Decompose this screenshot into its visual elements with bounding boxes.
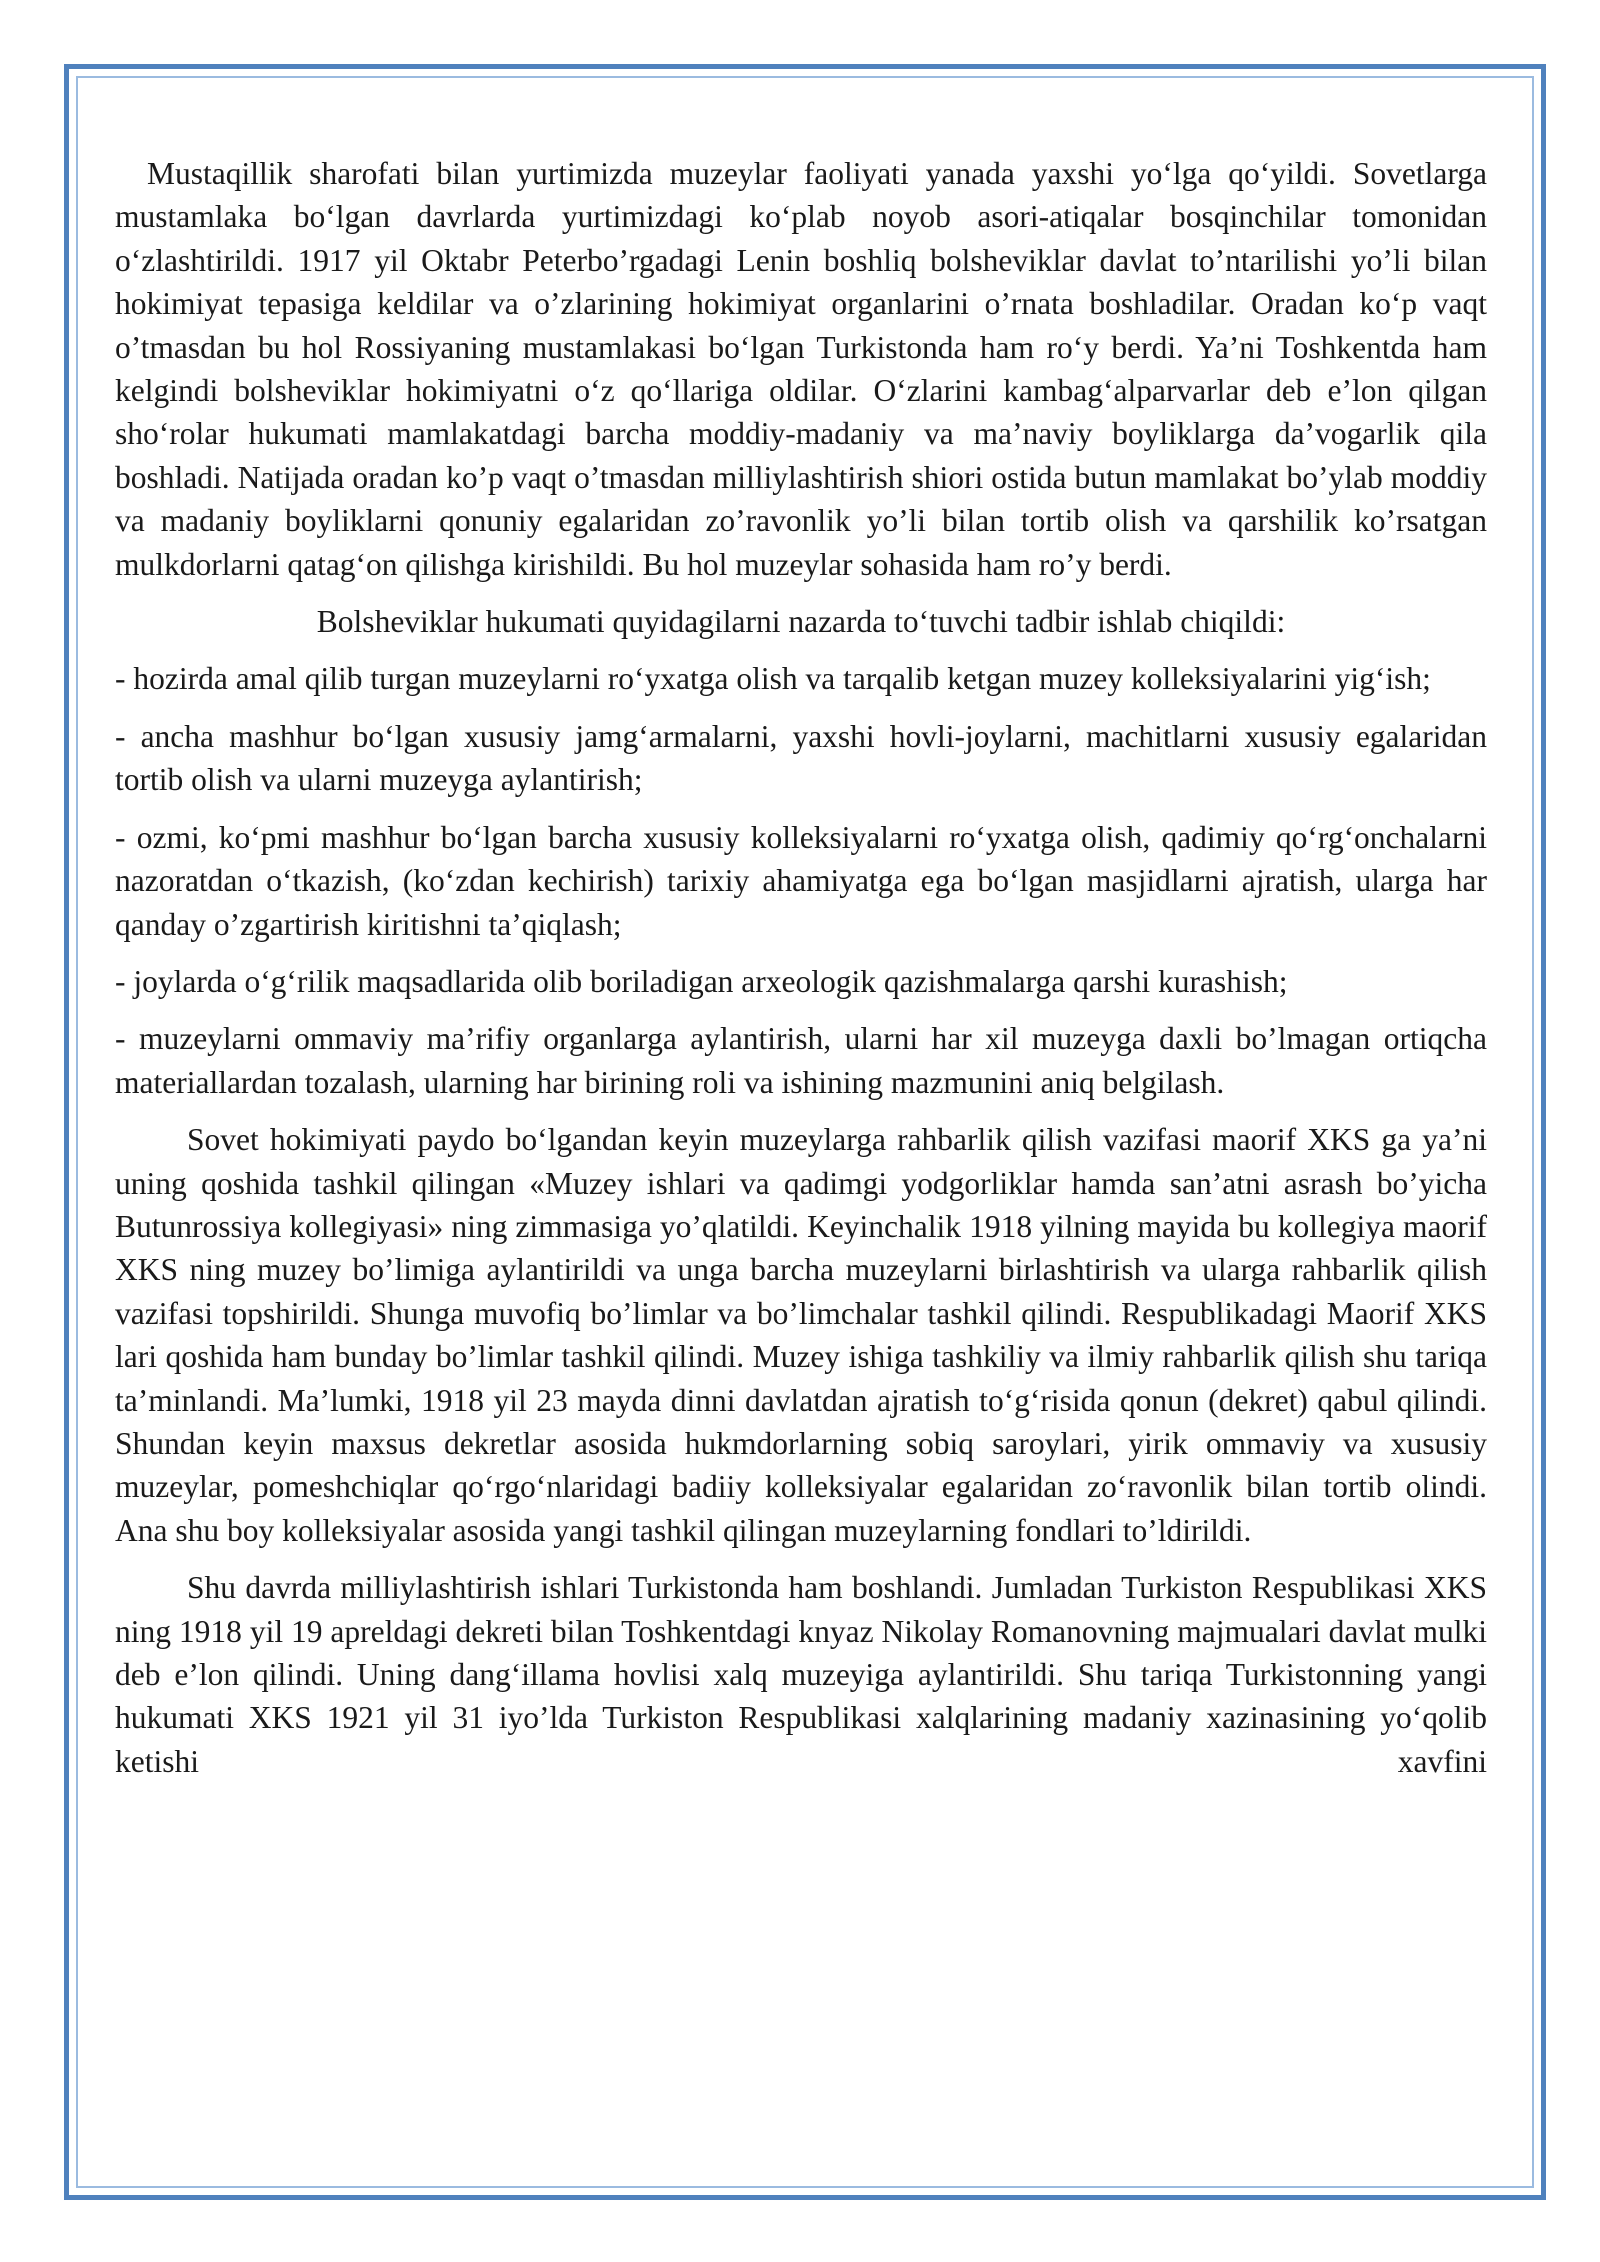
list-item-private-funds: - ancha mashhur bo‘lgan xususiy jamg‘armalarni, yaxshi hovli-joylarni, machitlarni xususiy egalaridan tortib olish va ularni muzeyga aylantirish; bbox=[115, 718, 1487, 798]
list-item-educational-organs: - muzeylarni ommaviy ma’rifiy organlarga aylantirish, ularni har xil muzeyga daxli bo’lmagan ortiqcha materiallardan tozalash, ularning har birining roli va ishining mazmunini aniq belgilash. bbox=[115, 1021, 1487, 1100]
paragraph-measures-heading: Bolsheviklar hukumati quyidagilarni nazarda to‘tuvchi tadbir ishlab chiqildi: bbox=[316, 604, 1286, 640]
paragraph-turkistan: Shu davrda milliylashtirish ishlari Turkistonda ham boshlandi. Jumladan Turkiston Respublikasi XKS ning 1918 yil 19 apreldagi dekreti bilan Toshkentdagi knyaz Nikolay Romanovning majmualari davlat mulki deb e’lon qilindi. Uning dang‘illama hovlisi xalq muzeyiga aylantirildi. Shu tariqa Turkistonning yangi hukumati XKS 1921 yil 31 iyo’lda Turkiston Respublikasi xalqlarining madaniy xazinasining yo‘qolib ketishi xavfini bbox=[115, 1570, 1487, 1779]
document-body bbox=[115, 152, 1487, 1797]
list-item-excavations: - joylarda o‘g‘rilik maqsadlarida olib boriladigan arxeologik qazishmalarga qarshi kurashish; bbox=[115, 963, 1288, 999]
list-item-private-collections: - ozmi, ko‘pmi mashhur bo‘lgan barcha xususiy kolleksiyalarni ro‘yxatga olish, qadimiy qo‘rg‘onchalarni nazoratdan o‘tkazish, (ko‘zdan kechirish) tarixiy ahamiyatga ega bo‘lgan masjidlarni ajratish, ularga har qanday o’zgartirish kiritishni ta’qiqlash; bbox=[115, 819, 1487, 942]
list-item-register-museums: - hozirda amal qilib turgan muzeylarni ro‘yxatga olish va tarqalib ketgan muzey kolleksiyalarini yig‘ish; bbox=[115, 661, 1431, 697]
paragraph-intro: Mustaqillik sharofati bilan yurtimizda muzeylar faoliyati yanada yaxshi yo‘lga qo‘yildi. Sovetlarga mustamlaka bo‘lgan davrlarda yurtimizdagi ko‘plab noyob asori-atiqalar bosqinchilar tomonidan o‘zlashtirildi. 1917 yil Oktabr Peterbo’rgadagi Lenin boshliq bolsheviklar davlat to’ntarilishi yo’li bilan hokimiyat tepasiga keldilar va o’zlarining hokimiyat organlarini o’rnata boshladilar. Oradan ko‘p vaqt o’tmasdan bu hol Rossiyaning mustamlakasi bo‘lgan Turkistonda ham ro‘y berdi. Ya’ni Toshkentda ham kelgindi bolsheviklar hokimiyatni o‘z qo‘llariga oldilar. O‘zlarini kambag‘alparvarlar deb e’lon qilgan sho‘rolar hukumati mamlakatdagi barcha moddiy-madaniy va ma’naviy boyliklarga da’vogarlik qila boshladi. Natijada oradan ko’p vaqt o’tmasdan milliylashtirish shiori ostida butun mamlakat bo’ylab moddiy va madaniy boyliklarni qonuniy egalaridan zo’ravonlik yo’li bilan tortib olish va qarshilik ko’rsatgan mulkdorlarni qatag‘on qilishga kirishildi. Bu hol muzeylar sohasida ham ro’y berdi. bbox=[115, 156, 1487, 582]
paragraph-soviet-power: Sovet hokimiyati paydo bo‘lgandan keyin muzeylarga rahbarlik qilish vazifasi maorif XKS ga ya’ni uning qoshida tashkil qilingan «Muzey ishlari va qadimgi yodgorliklar hamda san’atni asrash bo’yicha Butunrossiya kollegiyasi» ning zimmasiga yo’qlatildi. Keyinchalik 1918 yilning mayida bu kollegiya maorif XKS ning muzey bo’limiga aylantirildi va unga barcha muzeylarni birlashtirish va ularga rahbarlik qilish vazifasi topshirildi. Shunga muvofiq bo’limlar va bo’limchalar tashkil qilindi. Respublikadagi Maorif XKS lari qoshida ham bunday bo’limlar tashkil qilindi. Muzey ishiga tashkiliy va ilmiy rahbarlik qilish shu tariqa ta’minlandi. Ma’lumki, 1918 yil 23 mayda dinni davlatdan ajratish to‘g‘risida qonun (dekret) qabul qilindi. Shundan keyin maxsus dekretlar asosida hukmdorlarning sobiq saroylari, yirik ommaviy va xususiy muzeylar, pomeshchiqlar qo‘rgo‘nlaridagi badiiy kolleksiyalar egalaridan zo‘ravonlik bilan tortib olindi. Ana shu boy kolleksiyalar asosida yangi tashkil qilingan muzeylarning fondlari to’ldirildi. bbox=[115, 1122, 1487, 1548]
